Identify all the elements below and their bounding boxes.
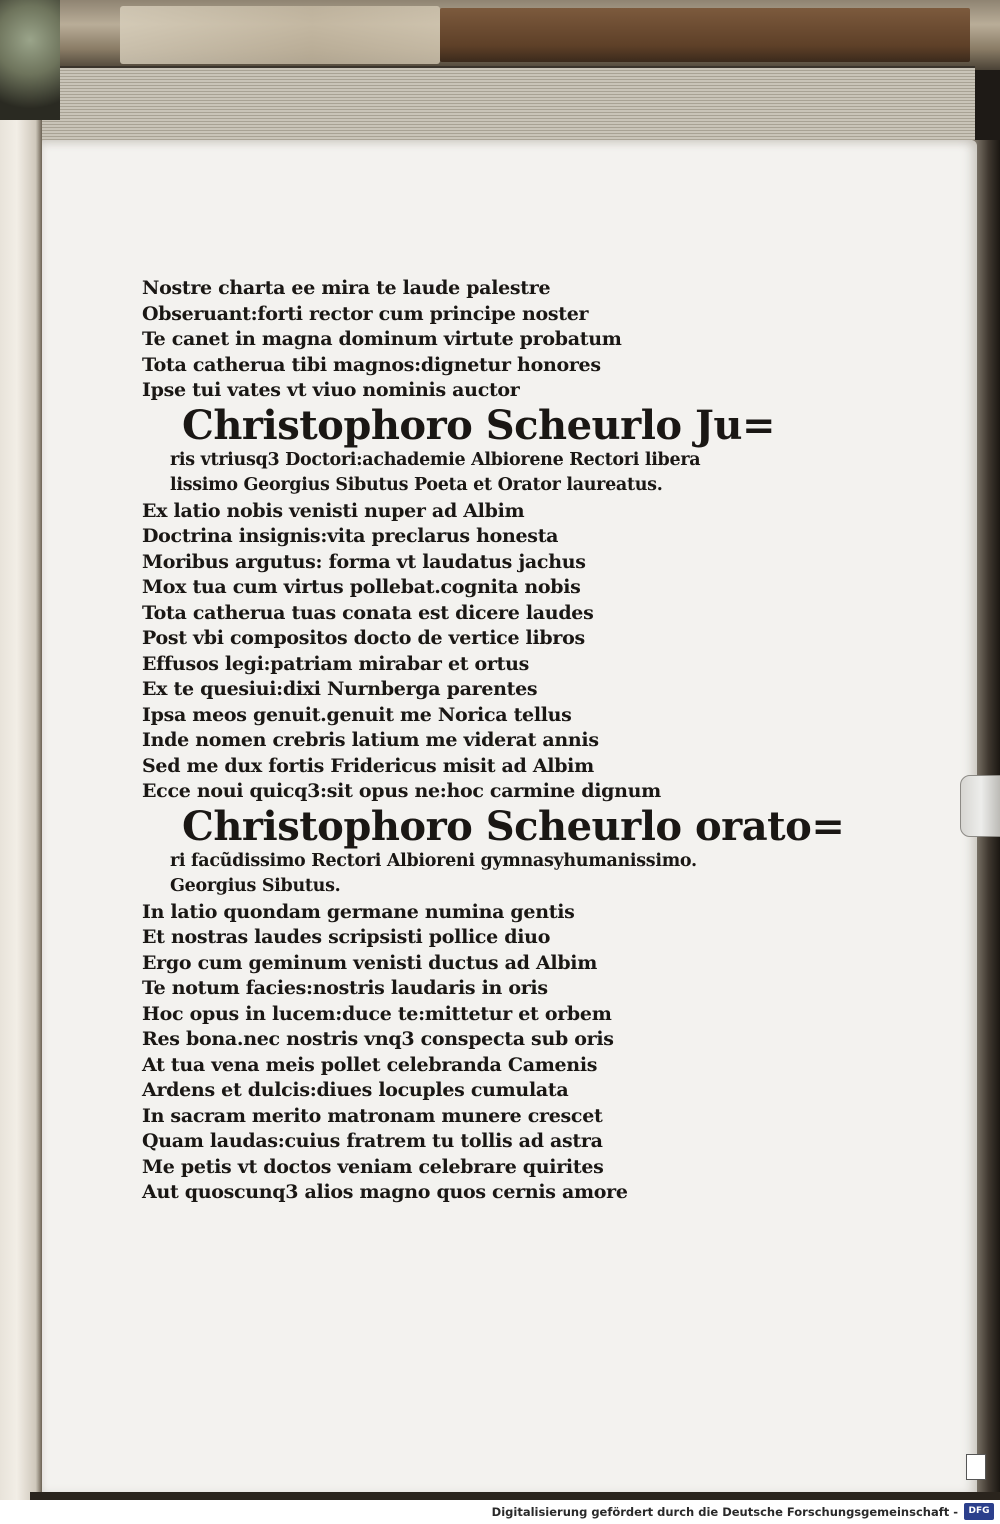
verse-line: Quam laudas:cuius fratrem tu tollis ad astra (142, 1130, 603, 1152)
verse-line: Inde nomen crebris latium me viderat annis (142, 729, 599, 751)
verse-line: In latio quondam germane numina gentis (142, 900, 575, 923)
verse-block-2 (142, 499, 782, 805)
verse-line: Et nostras laudes scripsisti pollice diuo (142, 926, 551, 948)
printed-text (142, 276, 845, 1206)
verse-line: Te notum facies:nostris laudaris in oris (142, 977, 548, 999)
binding-paper-label (120, 6, 440, 64)
verse-line: At tua vena meis pollet celebranda Camenis (142, 1053, 598, 1076)
dedication-subline: Georgius Sibutus. (170, 876, 341, 896)
funding-notice: Digitalisierung gefördert durch die Deutsche Forschungsgemeinschaft - (491, 1505, 958, 1519)
verse-line: Res bona.nec nostris vnq3 conspecta sub oris (142, 1028, 614, 1050)
verse-line: Moribus argutus: forma vt laudatus jachus (142, 550, 586, 573)
verse-line: Me petis vt doctos veniam celebrare quirites (142, 1155, 604, 1178)
verse-line: Tota catherua tuas conata est dicere laudes (142, 601, 594, 624)
verse-line: Doctrina insignis:vita preclarus honesta (142, 525, 559, 547)
verse-line: Aut quoscunq3 alios magno quos cernis amore (142, 1181, 628, 1203)
dedication-subline: ris vtriusq3 Doctori:achademie Albiorene Rectori libera (170, 449, 701, 470)
verse-line: Ergo cum geminum venisti ductus ad Albim (142, 951, 598, 974)
verse-line: Effusos legi:patriam mirabar et ortus (142, 652, 529, 675)
binding-leather (440, 8, 970, 62)
verse-line: Ex latio nobis venisti nuper ad Albim (142, 499, 525, 522)
scan-color-target (966, 1454, 986, 1480)
dedication-subline: ri facũdissimo Rectori Albioreni gymnasyhumanissimo. (170, 850, 697, 871)
bottom-edge (30, 1492, 1000, 1500)
book-top-binding (30, 0, 1000, 70)
left-page-edge (0, 120, 42, 1500)
verse-line: Hoc opus in lucem:duce te:mittetur et orbem (142, 1002, 612, 1025)
dedication-heading-2: Christophoro Scheurlo orato= (182, 802, 845, 850)
dfg-logo[interactable]: DFG (964, 1503, 994, 1520)
verse-line: Tota catherua tibi magnos:dignetur honores (142, 353, 601, 376)
verse-line: Ex te quesiui:dixi Nurnberga parentes (142, 678, 538, 700)
verse-block-1 (142, 276, 782, 404)
verse-line: Sed me dux fortis Fridericus misit ad Albim (142, 754, 594, 777)
verse-block-3 (142, 900, 782, 1206)
verse-line: Ipsa meos genuit.genuit me Norica tellus (142, 703, 572, 726)
verse-line: Obseruant:forti rector cum principe noster (142, 302, 589, 325)
verse-line: Ipse tui vates vt viuo nominis auctor (142, 379, 520, 401)
page-edges (30, 66, 975, 148)
digitization-footer (0, 1500, 1000, 1524)
page-clip (960, 775, 1000, 837)
verse-line: Ardens et dulcis:diues locuples cumulata (142, 1079, 569, 1101)
verse-line: Mox tua cum virtus pollebat.cognita nobis (142, 576, 581, 598)
dedication-heading-1: Christophoro Scheurlo Ju= (182, 401, 776, 449)
verse-line: Ecce noui quicq3:sit opus ne:hoc carmine dignum (142, 780, 661, 802)
verse-line: Te canet in magna dominum virtute probatum (142, 328, 622, 350)
verse-line: In sacram merito matronam munere crescet (142, 1104, 603, 1127)
verse-line: Nostre charta ee mira te laude palestre (142, 277, 551, 299)
verse-line: Post vbi compositos docto de vertice libros (142, 627, 585, 649)
clasp-strap (0, 0, 60, 120)
dedication-subline: lissimo Georgius Sibutus Poeta et Orator laureatus. (170, 475, 663, 495)
